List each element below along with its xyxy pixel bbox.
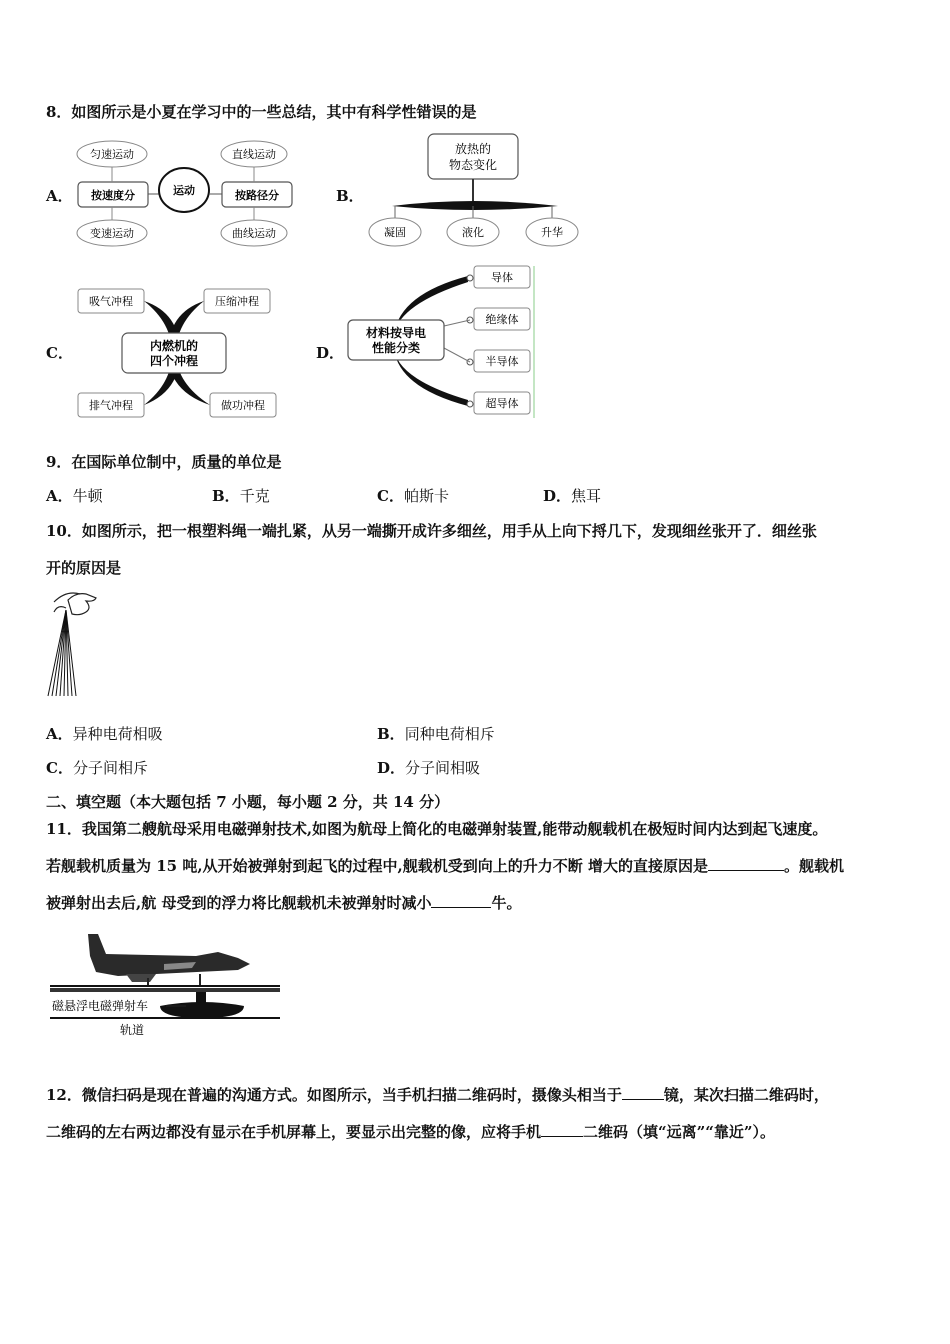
node-linear-motion: 直线运动 (232, 148, 276, 161)
node-exhaust: 排气冲程 (89, 399, 133, 412)
q12-line2 (46, 1122, 775, 1142)
q11-answer-blank-2[interactable] (431, 893, 491, 908)
q12-line2-text: 二维码的左右两边都没有显示在手机屏幕上，要显示出完整的像，应将手机 (46, 1123, 542, 1141)
option-text: 千克 (239, 487, 270, 505)
option-text: 分子间相斥 (72, 759, 148, 777)
node-by-path: 按路径分 (235, 189, 279, 202)
center-line2: 四个冲程 (149, 354, 199, 368)
q8-option-a-label: A． (46, 187, 73, 205)
q8-stem: 8．如图所示是小夏在学习中的一些总结，其中有科学性错误的是 (46, 103, 477, 121)
option-label: C． (377, 487, 404, 505)
q8-option-c-label: C． (46, 344, 73, 362)
option-label: A． (46, 725, 73, 743)
heat-release-state-change-diagram (362, 132, 584, 252)
option-label: D． (543, 487, 572, 505)
q12-line1 (46, 1085, 829, 1105)
option-text: 异种电荷相吸 (72, 725, 163, 743)
center-line1: 内燃机的 (149, 339, 199, 353)
option-label: B． (377, 725, 405, 743)
option-text: 帕斯卡 (403, 487, 449, 505)
q8-option-b-label: B． (336, 187, 364, 205)
q11-line1: 11．我国第二艘航母采用电磁弹射技术,如图为航母上简化的电磁弹射装置,能带动舰载机在极短时间内达到起飞速度。 (46, 820, 828, 838)
q11-line3 (46, 893, 521, 913)
title-line2: 物态变化 (448, 158, 498, 172)
node-sublimation: 升华 (541, 226, 563, 239)
center-line1: 材料按导电 (365, 326, 427, 340)
q8-option-d-label: D． (316, 344, 345, 362)
q11-line3-text: 被弹射出去后,航 母受到的浮力将比舰载机未被弹射时减小 (46, 894, 432, 912)
node-motion: 运动 (173, 184, 195, 197)
node-semiconductor: 半导体 (485, 355, 519, 368)
q9-option-c[interactable] (377, 486, 449, 506)
node-power: 做功冲程 (221, 399, 265, 412)
q9-option-a[interactable] (46, 486, 103, 506)
option-label: A． (46, 487, 73, 505)
q11-line2-text: 若舰载机质量为 15 吨,从开始被弹射到起飞的过程中,舰载机受到向上的升力不断 增大的直接原因是 (46, 857, 708, 875)
plastic-strings-hand-figure (40, 586, 104, 700)
q12-line1-suffix: 镜，某次扫描二维码时， (663, 1086, 829, 1104)
q10-stem-line1: 10．如图所示，把一根塑料绳一端扎紧，从另一端撕开成许多细丝，用手从上向下捋几下，发现细丝张开了．细丝张 (46, 522, 817, 540)
motion-classification-diagram (72, 134, 297, 252)
node-solidification: 凝固 (384, 226, 406, 239)
title-line1: 放热的 (454, 142, 492, 156)
node-uniform-motion: 匀速运动 (90, 148, 134, 161)
option-text: 焦耳 (571, 487, 602, 505)
q12-answer-blank-1[interactable] (622, 1085, 664, 1100)
q10-option-c[interactable] (46, 758, 148, 778)
q11-answer-blank-1[interactable] (708, 856, 784, 871)
node-liquefaction: 液化 (462, 226, 484, 239)
node-curved-motion: 曲线运动 (232, 227, 276, 240)
q9-option-d[interactable] (543, 486, 601, 506)
option-label: C． (46, 759, 73, 777)
node-conductor: 导体 (491, 271, 513, 284)
option-text: 牛顿 (72, 487, 103, 505)
label-maglev-catapult-car: 磁悬浮电磁弹射车 (52, 999, 149, 1013)
q11-line3-suffix: 牛。 (491, 894, 522, 912)
q10-option-d[interactable] (377, 758, 480, 778)
engine-strokes-diagram (72, 283, 280, 421)
option-label: D． (377, 759, 406, 777)
node-superconductor: 超导体 (485, 397, 519, 410)
node-compression: 压缩冲程 (215, 295, 259, 308)
option-text: 分子间相吸 (405, 759, 481, 777)
q12-answer-blank-2[interactable] (541, 1122, 583, 1137)
node-intake: 吸气冲程 (89, 295, 133, 308)
q12-line2-suffix: 二维码（填“远离”“靠近”）。 (583, 1123, 776, 1141)
node-insulator: 绝缘体 (485, 313, 519, 326)
q12-line1-text: 12．微信扫码是现在普遍的沟通方式。如图所示，当手机扫描二维码时，摄像头相当于 (46, 1086, 622, 1104)
label-track: 轨道 (120, 1023, 145, 1037)
center-line2: 性能分类 (371, 341, 421, 355)
q10-stem-line2: 开的原因是 (46, 559, 122, 577)
material-conductivity-diagram (344, 264, 540, 420)
q11-line2-suffix: 。舰载机 (784, 857, 845, 875)
q10-option-a[interactable] (46, 724, 163, 744)
node-variable-motion: 变速运动 (90, 227, 134, 240)
electromagnetic-catapult-figure (46, 924, 286, 1040)
q11-line2 (46, 856, 844, 876)
option-label: B． (212, 487, 240, 505)
q10-option-b[interactable] (377, 724, 495, 744)
node-by-speed: 按速度分 (91, 189, 135, 202)
option-text: 同种电荷相斥 (404, 725, 495, 743)
section-2-heading: 二、填空题（本大题包括 7 小题，每小题 2 分，共 14 分） (46, 793, 450, 811)
q9-stem: 9．在国际单位制中，质量的单位是 (46, 453, 282, 471)
q9-option-b[interactable] (212, 486, 270, 506)
